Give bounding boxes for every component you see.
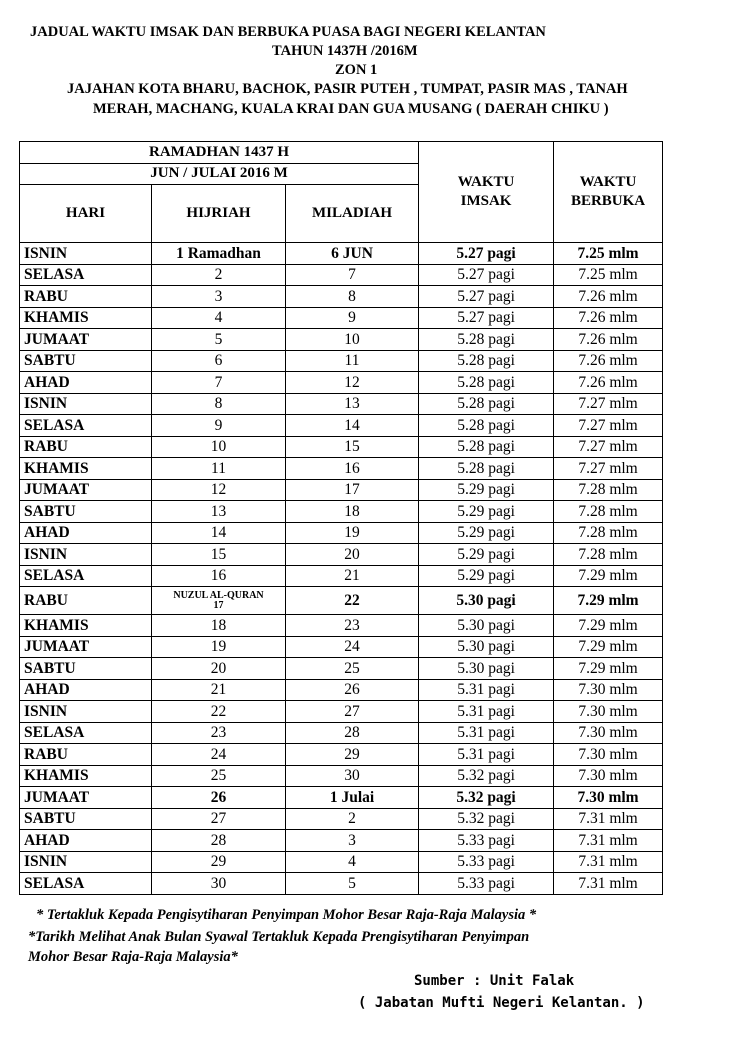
buka-cell: 7.29 mlm — [554, 658, 663, 680]
imsak-cell: 5.29 pagi — [419, 501, 554, 523]
imsak-cell: 5.33 pagi — [419, 830, 554, 852]
miladiah-cell: 26 — [286, 679, 419, 701]
table-row — [20, 851, 663, 873]
buka-cell: 7.27 mlm — [554, 393, 663, 415]
hijriah-cell: 13 — [152, 501, 286, 523]
imsak-cell: 5.31 pagi — [419, 744, 554, 766]
buka-cell: 7.25 mlm — [554, 243, 663, 265]
buka-cell: 7.30 mlm — [554, 701, 663, 723]
hijriah-cell: 14 — [152, 522, 286, 544]
imsak-cell: 5.29 pagi — [419, 544, 554, 566]
buka-header-line1: WAKTU — [579, 174, 637, 190]
hari-cell: ISNIN — [20, 544, 152, 566]
miladiah-cell: 29 — [286, 744, 419, 766]
table-row — [20, 765, 663, 787]
source-department: ( Jabatan Mufti Negeri Kelantan. ) — [358, 995, 645, 1011]
hijriah-cell: 30 — [152, 873, 286, 895]
table-row — [20, 458, 663, 480]
hari-cell: JUMAAT — [20, 479, 152, 501]
table-row — [20, 787, 663, 809]
group-title: RAMADHAN 1437 H — [20, 142, 419, 164]
table-row — [20, 744, 663, 766]
hijriah-cell: 19 — [152, 636, 286, 658]
hijriah-day: 17 — [213, 599, 224, 611]
miladiah-cell: 19 — [286, 522, 419, 544]
district-line-2: MERAH, MACHANG, KUALA KRAI DAN GUA MUSANG ( DAERAH CHIKU ) — [93, 101, 609, 117]
imsak-cell: 5.30 pagi — [419, 615, 554, 637]
schedule-table — [19, 141, 663, 895]
buka-cell: 7.26 mlm — [554, 286, 663, 308]
hari-cell: SELASA — [20, 264, 152, 286]
hijriah-cell: 21 — [152, 679, 286, 701]
table-row — [20, 722, 663, 744]
imsak-cell: 5.27 pagi — [419, 286, 554, 308]
buka-cell: 7.27 mlm — [554, 458, 663, 480]
hijriah-cell: 29 — [152, 851, 286, 873]
table-row — [20, 264, 663, 286]
buka-cell: 7.31 mlm — [554, 808, 663, 830]
table-row — [20, 636, 663, 658]
miladiah-cell: 13 — [286, 393, 419, 415]
imsak-cell: 5.29 pagi — [419, 479, 554, 501]
imsak-cell: 5.28 pagi — [419, 436, 554, 458]
buka-cell: 7.29 mlm — [554, 565, 663, 587]
hari-cell: AHAD — [20, 679, 152, 701]
miladiah-cell: 14 — [286, 415, 419, 437]
hijriah-cell: 4 — [152, 307, 286, 329]
imsak-cell: 5.31 pagi — [419, 722, 554, 744]
table-row — [20, 808, 663, 830]
hijriah-cell: 26 — [152, 787, 286, 809]
miladiah-cell: 5 — [286, 873, 419, 895]
miladiah-cell: 12 — [286, 372, 419, 394]
imsak-cell: 5.30 pagi — [419, 636, 554, 658]
buka-cell: 7.26 mlm — [554, 329, 663, 351]
hijriah-cell: 15 — [152, 544, 286, 566]
miladiah-cell: 2 — [286, 808, 419, 830]
buka-cell: 7.31 mlm — [554, 830, 663, 852]
imsak-cell: 5.28 pagi — [419, 350, 554, 372]
hijriah-cell: 20 — [152, 658, 286, 680]
hijriah-cell: 2 — [152, 264, 286, 286]
imsak-header-line2: IMSAK — [460, 193, 512, 209]
imsak-cell: 5.32 pagi — [419, 787, 554, 809]
nuzul-quran-note: NUZUL AL-QURAN — [173, 589, 264, 601]
imsak-cell: 5.32 pagi — [419, 765, 554, 787]
hijriah-cell: 18 — [152, 615, 286, 637]
hijriah-cell: 5 — [152, 329, 286, 351]
miladiah-cell: 4 — [286, 851, 419, 873]
table-row — [20, 522, 663, 544]
hijriah-cell: 10 — [152, 436, 286, 458]
table-row — [20, 393, 663, 415]
hari-header: HARI — [20, 185, 152, 243]
hari-cell: SABTU — [20, 658, 152, 680]
footnote-2: *Tarikh Melihat Anak Bulan Syawal Tertakluk Kepada Prengisytiharan Penyimpan — [28, 929, 530, 945]
miladiah-cell: 17 — [286, 479, 419, 501]
table-row — [20, 615, 663, 637]
miladiah-cell: 8 — [286, 286, 419, 308]
imsak-cell: 5.27 pagi — [419, 243, 554, 265]
hari-cell: KHAMIS — [20, 615, 152, 637]
hari-cell: RABU — [20, 587, 152, 615]
hari-cell: SELASA — [20, 415, 152, 437]
imsak-header — [419, 142, 554, 243]
miladiah-cell: 24 — [286, 636, 419, 658]
buka-cell: 7.31 mlm — [554, 851, 663, 873]
table-row — [20, 679, 663, 701]
hari-cell: SELASA — [20, 873, 152, 895]
buka-cell: 7.26 mlm — [554, 350, 663, 372]
hijriah-cell: 7 — [152, 372, 286, 394]
buka-cell: 7.30 mlm — [554, 722, 663, 744]
hari-cell: SABTU — [20, 350, 152, 372]
miladiah-cell: 20 — [286, 544, 419, 566]
zone-label: ZON 1 — [335, 62, 378, 78]
title-line-2: TAHUN 1437H /2016M — [272, 43, 418, 59]
miladiah-cell: 9 — [286, 307, 419, 329]
table-header — [20, 142, 663, 243]
imsak-cell: 5.31 pagi — [419, 679, 554, 701]
buka-cell: 7.28 mlm — [554, 544, 663, 566]
imsak-cell: 5.29 pagi — [419, 565, 554, 587]
table-row — [20, 565, 663, 587]
table-row — [20, 544, 663, 566]
table-row — [20, 830, 663, 852]
hijriah-cell: 23 — [152, 722, 286, 744]
hari-cell: JUMAAT — [20, 636, 152, 658]
buka-cell: 7.30 mlm — [554, 744, 663, 766]
hijriah-cell: 3 — [152, 286, 286, 308]
hari-cell: ISNIN — [20, 701, 152, 723]
imsak-header-line1: WAKTU — [457, 174, 515, 190]
table-row — [20, 501, 663, 523]
buka-cell: 7.30 mlm — [554, 679, 663, 701]
hijriah-cell: 12 — [152, 479, 286, 501]
table-body — [20, 243, 663, 895]
miladiah-cell: 10 — [286, 329, 419, 351]
imsak-cell: 5.28 pagi — [419, 458, 554, 480]
hijriah-cell: 11 — [152, 458, 286, 480]
imsak-cell: 5.33 pagi — [419, 873, 554, 895]
buka-header — [554, 142, 663, 243]
miladiah-cell: 6 JUN — [286, 243, 419, 265]
footnote-3: Mohor Besar Raja-Raja Malaysia* — [28, 949, 238, 965]
hari-cell: RABU — [20, 744, 152, 766]
hari-cell: AHAD — [20, 830, 152, 852]
hijriah-cell: 8 — [152, 393, 286, 415]
table-row — [20, 587, 663, 615]
buka-header-line2: BERBUKA — [570, 193, 646, 209]
footnote-1: * Tertakluk Kepada Pengisytiharan Penyimpan Mohor Besar Raja-Raja Malaysia * — [36, 907, 537, 923]
table-row — [20, 658, 663, 680]
hari-cell: ISNIN — [20, 393, 152, 415]
miladiah-cell: 7 — [286, 264, 419, 286]
hari-cell: KHAMIS — [20, 765, 152, 787]
hari-cell: ISNIN — [20, 851, 152, 873]
table-row — [20, 479, 663, 501]
buka-cell: 7.28 mlm — [554, 522, 663, 544]
hijriah-cell: 24 — [152, 744, 286, 766]
miladiah-cell: 18 — [286, 501, 419, 523]
district-line-1: JAJAHAN KOTA BHARU, BACHOK, PASIR PUTEH , TUMPAT, PASIR MAS , TANAH — [67, 81, 628, 97]
imsak-cell: 5.27 pagi — [419, 264, 554, 286]
imsak-cell: 5.28 pagi — [419, 393, 554, 415]
table-row — [20, 350, 663, 372]
table-row — [20, 415, 663, 437]
miladiah-cell: 25 — [286, 658, 419, 680]
buka-cell: 7.27 mlm — [554, 436, 663, 458]
hari-cell: ISNIN — [20, 243, 152, 265]
miladiah-cell: 23 — [286, 615, 419, 637]
buka-cell: 7.28 mlm — [554, 479, 663, 501]
buka-cell: 7.28 mlm — [554, 501, 663, 523]
title-line-1: JADUAL WAKTU IMSAK DAN BERBUKA PUASA BAGI NEGERI KELANTAN — [30, 24, 546, 40]
hari-cell: KHAMIS — [20, 307, 152, 329]
hijriah-cell: 6 — [152, 350, 286, 372]
hijriah-cell: 1 Ramadhan — [152, 243, 286, 265]
hijriah-cell — [152, 587, 286, 615]
miladiah-header: MILADIAH — [286, 185, 419, 243]
hari-cell: SABTU — [20, 808, 152, 830]
hari-cell: JUMAAT — [20, 787, 152, 809]
table-row — [20, 436, 663, 458]
miladiah-cell: 11 — [286, 350, 419, 372]
hari-cell: SABTU — [20, 501, 152, 523]
table-row — [20, 286, 663, 308]
hari-cell: JUMAAT — [20, 329, 152, 351]
table-row — [20, 873, 663, 895]
miladiah-cell: 27 — [286, 701, 419, 723]
table-row — [20, 243, 663, 265]
imsak-cell: 5.29 pagi — [419, 522, 554, 544]
hari-cell: SELASA — [20, 722, 152, 744]
buka-cell: 7.29 mlm — [554, 615, 663, 637]
buka-cell: 7.29 mlm — [554, 636, 663, 658]
buka-cell: 7.25 mlm — [554, 264, 663, 286]
miladiah-cell: 21 — [286, 565, 419, 587]
table-row — [20, 372, 663, 394]
hijriah-cell: 16 — [152, 565, 286, 587]
table-row — [20, 307, 663, 329]
imsak-cell: 5.27 pagi — [419, 307, 554, 329]
hari-cell: RABU — [20, 436, 152, 458]
hari-cell: KHAMIS — [20, 458, 152, 480]
miladiah-cell: 1 Julai — [286, 787, 419, 809]
miladiah-cell: 15 — [286, 436, 419, 458]
hari-cell: AHAD — [20, 372, 152, 394]
imsak-cell: 5.30 pagi — [419, 587, 554, 615]
imsak-cell: 5.32 pagi — [419, 808, 554, 830]
hari-cell: SELASA — [20, 565, 152, 587]
miladiah-cell: 16 — [286, 458, 419, 480]
miladiah-cell: 3 — [286, 830, 419, 852]
source-label: Sumber : Unit Falak — [414, 973, 575, 989]
hari-cell: AHAD — [20, 522, 152, 544]
hijriah-cell: 22 — [152, 701, 286, 723]
hijriah-header: HIJRIAH — [152, 185, 286, 243]
hari-cell: RABU — [20, 286, 152, 308]
buka-cell: 7.27 mlm — [554, 415, 663, 437]
imsak-cell: 5.31 pagi — [419, 701, 554, 723]
group-subtitle: JUN / JULAI 2016 M — [20, 163, 419, 185]
hijriah-cell: 25 — [152, 765, 286, 787]
buka-cell: 7.30 mlm — [554, 787, 663, 809]
imsak-cell: 5.28 pagi — [419, 415, 554, 437]
buka-cell: 7.26 mlm — [554, 307, 663, 329]
imsak-cell: 5.30 pagi — [419, 658, 554, 680]
hijriah-cell: 27 — [152, 808, 286, 830]
buka-cell: 7.31 mlm — [554, 873, 663, 895]
buka-cell: 7.29 mlm — [554, 587, 663, 615]
hijriah-cell: 28 — [152, 830, 286, 852]
miladiah-cell: 22 — [286, 587, 419, 615]
hijriah-cell: 9 — [152, 415, 286, 437]
miladiah-cell: 28 — [286, 722, 419, 744]
imsak-cell: 5.28 pagi — [419, 329, 554, 351]
buka-cell: 7.26 mlm — [554, 372, 663, 394]
table-row — [20, 701, 663, 723]
buka-cell: 7.30 mlm — [554, 765, 663, 787]
imsak-cell: 5.28 pagi — [419, 372, 554, 394]
miladiah-cell: 30 — [286, 765, 419, 787]
imsak-cell: 5.33 pagi — [419, 851, 554, 873]
table-row — [20, 329, 663, 351]
